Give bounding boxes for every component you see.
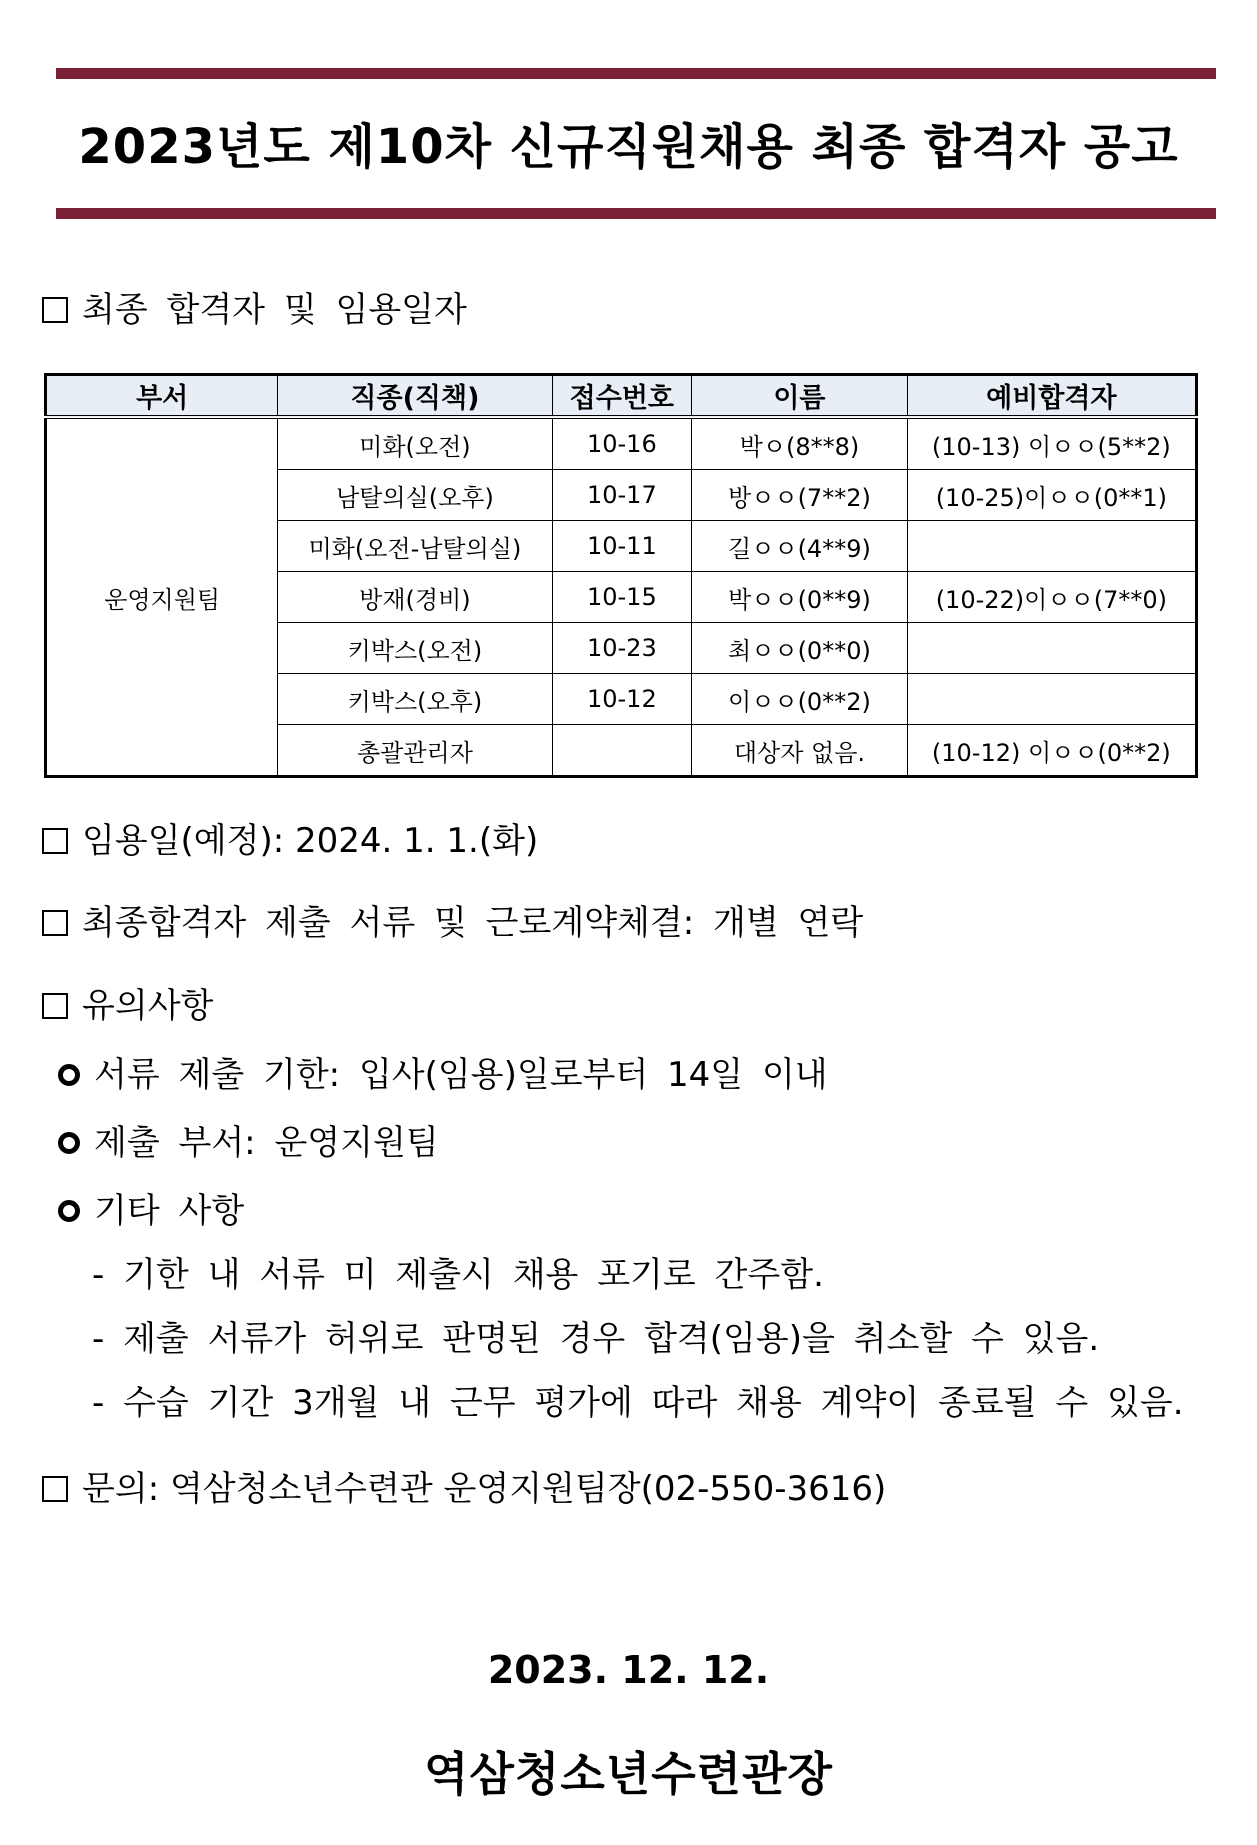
- checkbox-square-icon: [42, 828, 68, 854]
- section-appointment-date: [42, 813, 538, 862]
- announcement-date: 2023. 12. 12.: [487, 1648, 770, 1692]
- list-item: - 수습 기간 3개월 내 근무 평가에 따라 채용 계약이 종료될 수 있음.: [92, 1383, 1184, 1423]
- reserve-cell: [907, 674, 1196, 725]
- checkbox-square-icon: [42, 297, 68, 323]
- job-cell: 키박스(오전): [278, 623, 552, 674]
- name-cell: 방ㅇㅇ(7**2): [692, 470, 908, 521]
- bullet-circle-icon: [58, 1200, 80, 1222]
- passers-table: [44, 373, 1198, 778]
- top-divider-bar: [56, 68, 1216, 79]
- bullet-circle-icon: [58, 1064, 80, 1086]
- number-cell: 10-23: [552, 623, 692, 674]
- section-notes: [42, 978, 213, 1027]
- name-cell: 박ㅇ(8**8): [692, 417, 908, 470]
- table-row: [46, 417, 1197, 470]
- reserve-cell: (10-13) 이ㅇㅇ(5**2): [907, 417, 1196, 470]
- name-cell: 길ㅇㅇ(4**9): [692, 521, 908, 572]
- section-label: 최종 합격자 및 임용일자: [82, 290, 467, 330]
- reserve-cell: [907, 623, 1196, 674]
- header-name: 이름: [692, 375, 908, 418]
- reserve-cell: (10-22)이ㅇㅇ(7**0): [907, 572, 1196, 623]
- number-cell: 10-11: [552, 521, 692, 572]
- section-label: 유의사항: [82, 986, 214, 1026]
- name-cell: 최ㅇㅇ(0**0): [692, 623, 908, 674]
- job-cell: 남탈의실(오후): [278, 470, 552, 521]
- department-cell: 운영지원팀: [46, 417, 278, 777]
- checkbox-square-icon: [42, 1476, 68, 1502]
- header-department: 부서: [46, 375, 278, 418]
- bullet-circle-icon: [58, 1132, 80, 1154]
- number-cell: 10-16: [552, 417, 692, 470]
- list-item: 기타 사항: [58, 1183, 244, 1232]
- name-cell: 대상자 없음.: [692, 725, 908, 777]
- reserve-cell: [907, 521, 1196, 572]
- job-cell: 미화(오전): [278, 417, 552, 470]
- header-number: 접수번호: [552, 375, 692, 418]
- number-cell: 10-12: [552, 674, 692, 725]
- job-cell: 방재(경비): [278, 572, 552, 623]
- checkbox-square-icon: [42, 993, 68, 1019]
- section-contact: [42, 1461, 886, 1510]
- job-cell: 미화(오전-남탈의실): [278, 521, 552, 572]
- list-item: - 기한 내 서류 미 제출시 채용 포기로 간주함.: [92, 1255, 824, 1295]
- issuer-name: 역삼청소년수련관장: [424, 1747, 833, 1801]
- section-label: 임용일(예정): 2024. 1. 1.(화): [82, 821, 539, 861]
- section-label: 최종합격자 제출 서류 및 근로계약체결: 개별 연락: [82, 903, 864, 943]
- job-cell: 총괄관리자: [278, 725, 552, 777]
- list-item: 제출 부서: 운영지원팀: [58, 1115, 439, 1164]
- table-header-row: [46, 375, 1197, 418]
- section-final-passers: [42, 282, 467, 331]
- bottom-divider-bar: [56, 208, 1216, 219]
- section-documents-contract: [42, 895, 863, 944]
- number-cell: 10-17: [552, 470, 692, 521]
- number-cell: [552, 725, 692, 777]
- reserve-cell: (10-25)이ㅇㅇ(0**1): [907, 470, 1196, 521]
- reserve-cell: (10-12) 이ㅇㅇ(0**2): [907, 725, 1196, 777]
- list-item: 서류 제출 기한: 입사(임용)일로부터 14일 이내: [58, 1047, 828, 1096]
- name-cell: 이ㅇㅇ(0**2): [692, 674, 908, 725]
- header-job: 직종(직책): [278, 375, 552, 418]
- header-reserve: 예비합격자: [907, 375, 1196, 418]
- list-item: - 제출 서류가 허위로 판명된 경우 합격(임용)을 취소할 수 있음.: [92, 1319, 1100, 1359]
- checkbox-square-icon: [42, 910, 68, 936]
- name-cell: 박ㅇㅇ(0**9): [692, 572, 908, 623]
- section-label: 문의: 역삼청소년수련관 운영지원팀장(02-550-3616): [82, 1469, 887, 1509]
- page-title: 2023년도 제10차 신규직원채용 최종 합격자 공고: [78, 119, 1179, 175]
- job-cell: 키박스(오후): [278, 674, 552, 725]
- number-cell: 10-15: [552, 572, 692, 623]
